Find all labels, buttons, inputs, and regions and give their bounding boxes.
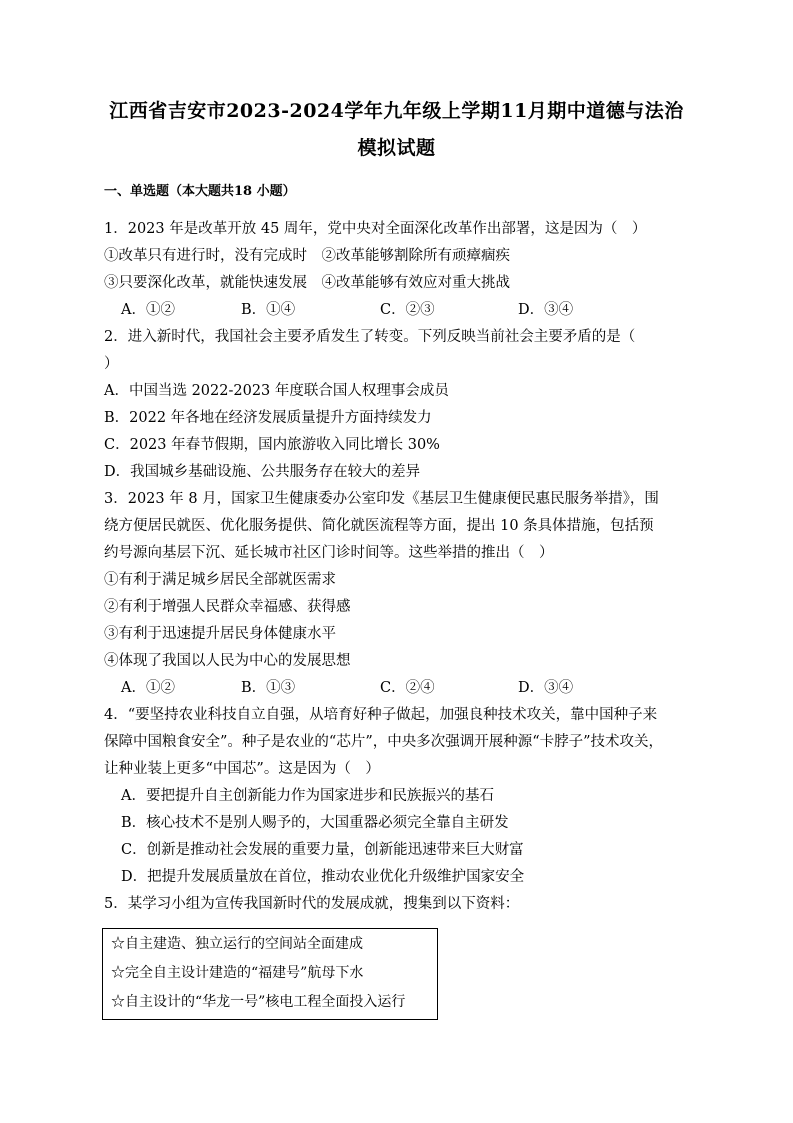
q4-option-d: D．把提升发展质量放在首位，推动农业优化升级维护国家安全	[121, 869, 525, 885]
q3-option-d: D．③④	[518, 680, 574, 696]
q1-stem: 1．2023 年是改革开放 45 周年，党中央对全面深化改革作出部署，这是因为（ ）	[104, 221, 647, 237]
q2-option-d: D．我国城乡基础设施、公共服务存在较大的差异	[104, 464, 421, 480]
q2-option-a: A．中国当选 2022-2023 年度联合国人权理事会成员	[104, 383, 449, 399]
q4-option-c: C．创新是推动社会发展的重要力量，创新能迅速带来巨大财富	[121, 842, 524, 858]
title-line-1: 江西省吉安市2023-2024学年九年级上学期11月期中道德与法治	[109, 100, 684, 122]
q3-statement-1: ①有利于满足城乡居民全部就医需求	[104, 572, 336, 588]
section-heading: 一、单选题（本大题共18 小题）	[104, 184, 296, 199]
q4-stem-line-1: 4．“要坚持农业科技自立自强，从培育好种子做起，加强良种技术攻关，靠中国种子来	[104, 707, 658, 723]
q5-material-item: ☆自主建造、独立运行的空间站全面建成	[111, 936, 363, 952]
q3-statement-4: ④体现了我国以人民为中心的发展思想	[104, 653, 351, 669]
q1-option-c: C．②③	[380, 302, 435, 318]
q5-stem: 5．某学习小组为宣传我国新时代的发展成就，搜集到以下资料：	[104, 896, 520, 912]
q3-statement-2: ②有利于增强人民群众幸福感、获得感	[104, 599, 351, 615]
q4-stem-line-2: 保障中国粮食安全”。种子是农业的“芯片”，中央多次强调开展种源“卡脖子”技术攻关，	[104, 734, 664, 750]
q3-option-c: C．②④	[380, 680, 435, 696]
q2-option-b: B．2022 年各地在经济发展质量提升方面持续发力	[104, 410, 432, 426]
q1-option-b: B．①④	[241, 302, 296, 318]
q4-stem-line-3: 让种业装上更多“中国芯”。这是因为（ ）	[104, 761, 380, 777]
q2-stem-line-1: 2．进入新时代，我国社会主要矛盾发生了转变。下列反映当前社会主要矛盾的是（	[104, 329, 636, 345]
q3-option-b: B．①③	[241, 680, 296, 696]
q1-option-a: A．①②	[121, 302, 175, 318]
q3-stem-line-2: 绕方便居民就医、优化服务提供、简化就医流程等方面，提出 10 条具体措施，包括预	[104, 518, 654, 534]
q3-stem-line-1: 3．2023 年 8 月，国家卫生健康委办公室印发《基层卫生健康便民惠民服务举措》，围	[104, 491, 659, 507]
q4-option-b: B．核心技术不是别人赐予的，大国重器必须完全靠自主研发	[121, 815, 509, 831]
q4-option-a: A．要把提升自主创新能力作为国家进步和民族振兴的基石	[121, 788, 494, 804]
q3-option-a: A．①②	[121, 680, 175, 696]
q2-stem-line-2: ）	[104, 356, 119, 372]
q5-material-item: ☆完全自主设计建造的“福建号”航母下水	[111, 965, 364, 981]
q3-statement-3: ③有利于迅速提升居民身体健康水平	[104, 626, 336, 642]
q1-statement-2: ③只要深化改革，就能快速发展 ④改革能够有效应对重大挑战	[104, 275, 510, 291]
q3-stem-line-3: 约号源向基层下沉、延长城市社区门诊时间等。这些举措的推出（ ）	[104, 545, 554, 561]
title-line-2: 模拟试题	[357, 137, 436, 159]
q5-material-box	[102, 928, 438, 1020]
q1-statement-1: ①改革只有进行时，没有完成时 ②改革能够割除所有顽瘴痼疾	[104, 248, 510, 264]
q2-option-c: C．2023 年春节假期，国内旅游收入同比增长 30%	[104, 437, 440, 453]
q5-material-item: ☆自主设计的“华龙一号”核电工程全面投入运行	[111, 994, 406, 1010]
q1-option-d: D．③④	[518, 302, 574, 318]
